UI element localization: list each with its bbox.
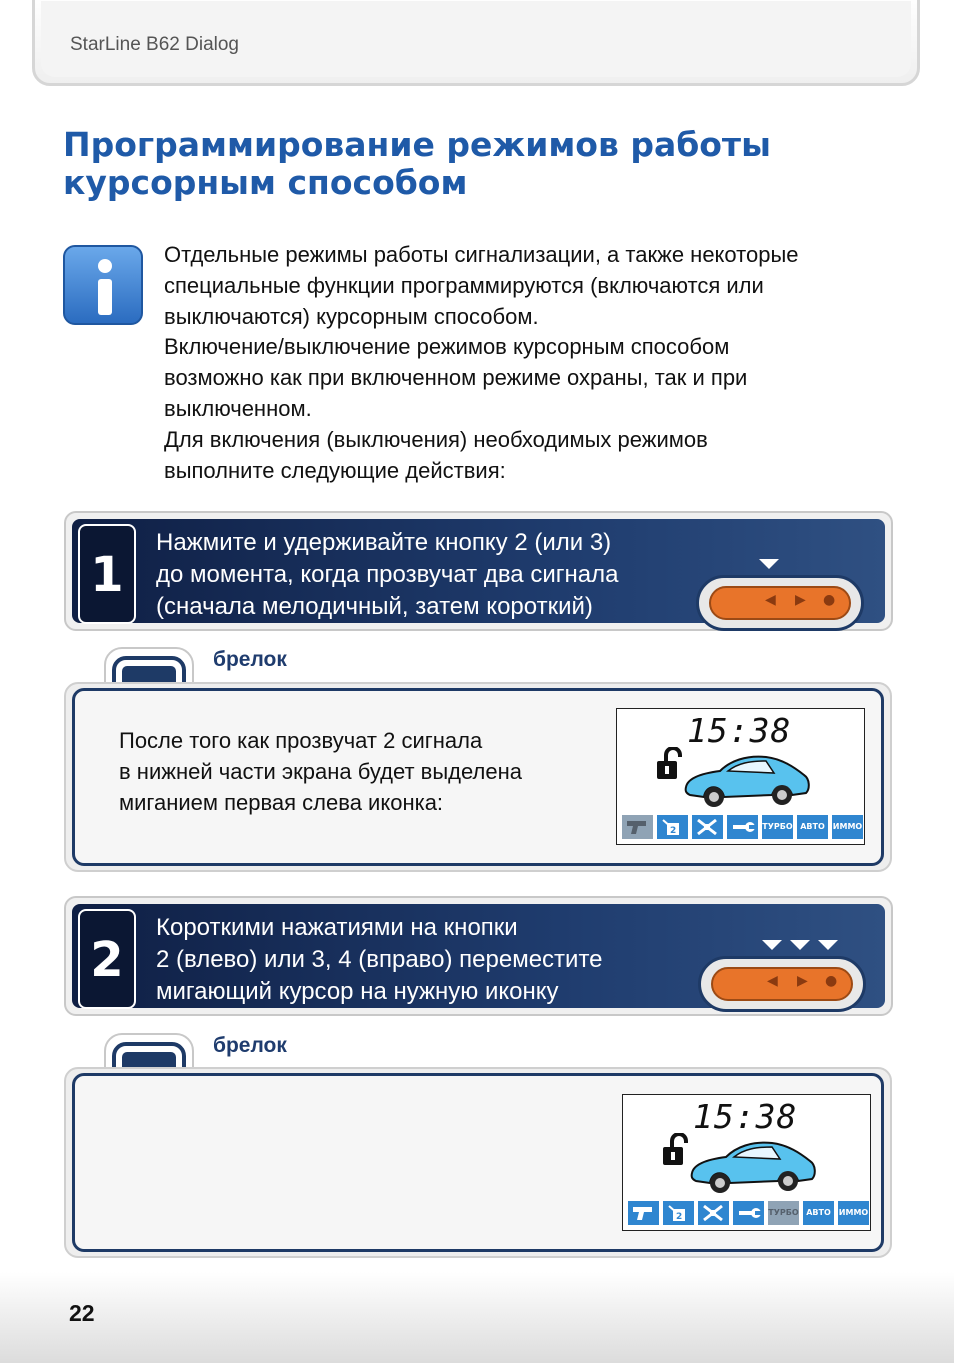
step-2-line: мигающий курсор на нужную иконку [156,978,559,1005]
pistol-icon [622,815,653,839]
intro-line: Для включения (выключения) необходимых режимов [164,426,708,452]
page-title-line-2: курсорным способом [63,163,468,202]
unlocked-padlock-icon [663,1133,691,1167]
keyfob-icon [698,956,866,1012]
step-1-line: (сначала мелодичный, затем короткий) [156,593,593,620]
immo-icon: ИММО [832,815,863,839]
info-icon [63,245,143,325]
left-arrow-icon: ◀ [767,973,778,989]
fob-label: брелок [213,648,287,671]
intro-line: Включение/выключение режимов курсорным способом [164,334,730,360]
press-arrow-icon [759,559,779,569]
panel-line: После того как прозвучат 2 сигнала [119,728,483,753]
svg-text:2: 2 [670,826,677,836]
immo-icon: ИММО [838,1201,869,1225]
intro-line: возможно как при включенном режиме охраны, так и при [164,365,748,391]
panel-line: миганием первая слева иконка: [119,790,444,815]
step-1-band-fill [72,519,885,623]
step-2-band-fill [72,904,885,1008]
press-arrow-icon [790,940,810,950]
key-2-icon [663,1201,694,1225]
keyfob-button-strip [709,586,851,620]
step-1-band [64,511,893,631]
lcd-icon-row [622,815,862,841]
shock-sensor-icon [692,815,723,839]
pistol-icon [628,1201,659,1225]
lcd-time: 15:38 [693,1097,798,1136]
keyfob-button-strip [711,967,853,1001]
car-icon [688,1137,818,1195]
page-title-line-1: Программирование режимов работы [63,125,771,164]
header-title: StarLine B62 Dialog [70,34,239,55]
wrench-icon [733,1201,764,1225]
press-arrow-icon [762,940,782,950]
fob-label: брелок [213,1034,287,1057]
right-arrow-icon: ▶ [797,973,808,989]
intro-line: выключаются) курсорным способом. [164,303,539,329]
step-2-line: Короткими нажатиями на кнопки [156,914,518,941]
shock-sensor-icon [698,1201,729,1225]
intro-line: Отдельные режимы работы сигнализации, а также некоторые [164,242,799,267]
press-arrow-icon [818,940,838,950]
intro-text [164,240,904,486]
turbo-icon: ТУРБО [762,815,793,839]
left-arrow-icon: ◀ [765,592,776,608]
lcd-time: 15:38 [687,711,792,750]
page-number: 22 [69,1300,95,1326]
intro-line: выключенном. [164,395,312,421]
auto-icon: АВТО [797,815,828,839]
dot-button-icon: ● [825,973,838,989]
intro-line: выполните следующие действия: [164,457,506,483]
intro-line: специальные функции программируются (включаются или [164,272,764,298]
unlocked-padlock-icon [657,747,685,781]
svg-text:2: 2 [676,1212,683,1222]
step-1-number: 1 [78,524,136,624]
dot-button-icon: ● [823,592,836,608]
step-1-instruction [156,527,716,623]
lcd-screen-1 [616,708,865,845]
footer-bar [0,1272,954,1363]
step-2-instruction [156,912,716,1008]
right-arrow-icon: ▶ [795,592,806,608]
lcd-icon-row [628,1201,868,1227]
wrench-icon [727,815,758,839]
step-1-panel-text [119,725,589,818]
page-title [63,126,923,202]
key-2-icon [657,815,688,839]
step-1-line: до момента, когда прозвучат два сигнала [156,561,619,588]
step-2-number: 2 [78,909,136,1009]
info-icon-bar [98,279,112,315]
panel-line: в нижней части экрана будет выделена [119,759,522,784]
info-icon-dot [98,259,112,273]
step-2-band [64,896,893,1016]
car-icon [682,751,812,809]
lcd-screen-2 [622,1094,871,1231]
step-1-line: Нажмите и удерживайте кнопку 2 (или 3) [156,529,612,556]
step-2-line: 2 (влево) или 3, 4 (вправо) переместите [156,946,603,973]
turbo-icon: ТУРБО [768,1201,799,1225]
auto-icon: АВТО [803,1201,834,1225]
keyfob-icon [696,575,864,631]
